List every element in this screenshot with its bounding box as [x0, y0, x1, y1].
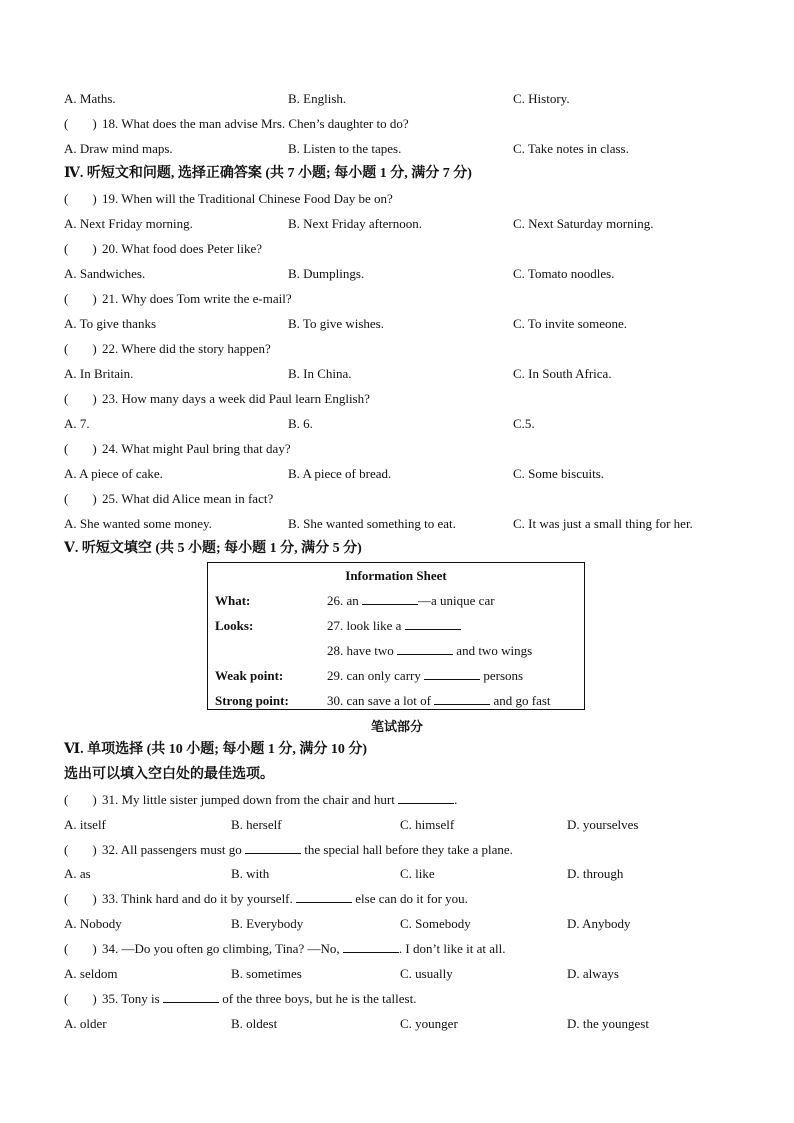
section-6-heading: Ⅵ. 单项选择 (共 10 小题; 每小题 1 分, 满分 10 分) [64, 742, 368, 757]
option-c: C. younger [400, 1016, 458, 1031]
item-28: 28. have two and two wings [327, 643, 533, 658]
option-a: A. To give thanks [64, 316, 157, 331]
question-35: ( ) 35. Tony is of the three boys, but he is the tallest. [64, 991, 417, 1006]
question-24: ( ) 24. What might Paul bring that day? [64, 441, 291, 456]
option-a: A. 7. [64, 416, 90, 431]
option-b: B. Everybody [231, 916, 304, 931]
question-31: ( ) 31. My little sister jumped down from the chair and hurt . [64, 792, 458, 807]
option-a: A. older [64, 1016, 107, 1031]
question-33: ( ) 33. Think hard and do it by yourself. else can do it for you. [64, 891, 468, 906]
option-c: C. Tomato noodles. [513, 266, 615, 281]
question-19: ( ) 19. When will the Traditional Chinese Food Day be on? [64, 191, 393, 206]
option-a: A. as [64, 866, 91, 881]
option-b: B. Dumplings. [288, 266, 365, 281]
option-c: C. usually [400, 966, 453, 981]
option-a: A. Nobody [64, 916, 122, 931]
option-c: C. In South Africa. [513, 366, 612, 381]
option-b: B. herself [231, 817, 282, 832]
weak-point-label: Weak point: [215, 668, 284, 683]
option-c: C. History. [513, 91, 570, 106]
option-c: C.5. [513, 416, 535, 431]
option-a: A. Maths. [64, 91, 116, 106]
item-30: 30. can save a lot of and go fast [327, 693, 551, 708]
option-c: C. himself [400, 817, 455, 832]
option-b: B. Listen to the tapes. [288, 141, 402, 156]
section-6-instruction: 选出可以填入空白处的最佳选项。 [64, 767, 274, 782]
option-a: A. Draw mind maps. [64, 141, 173, 156]
question-20: ( ) 20. What food does Peter like? [64, 241, 263, 256]
option-a: A. itself [64, 817, 106, 832]
option-a: A. A piece of cake. [64, 466, 163, 481]
option-d: D. yourselves [567, 817, 639, 832]
question-34: ( ) 34. —Do you often go climbing, Tina? —No, . I don’t like it at all. [64, 941, 506, 956]
option-d: D. Anybody [567, 916, 631, 931]
option-b: B. English. [288, 91, 347, 106]
item-29: 29. can only carry persons [327, 668, 524, 683]
looks-label: Looks: [215, 618, 254, 633]
option-c: C. It was just a small thing for her. [513, 516, 693, 531]
option-c: C. like [400, 866, 435, 881]
option-d: D. through [567, 866, 624, 881]
question-18: ( ) 18. What does the man advise Mrs. Chen’s daughter to do? [64, 116, 409, 131]
written-part-heading: 笔试部分 [370, 719, 423, 734]
option-d: D. the youngest [567, 1016, 649, 1031]
option-d: D. always [567, 966, 619, 981]
option-a: A. Next Friday morning. [64, 216, 193, 231]
question-25: ( ) 25. What did Alice mean in fact? [64, 491, 274, 506]
option-c: C. Take notes in class. [513, 141, 629, 156]
item-26: 26. an —a unique car [327, 593, 495, 608]
section-5-heading: Ⅴ. 听短文填空 (共 5 小题; 每小题 1 分, 满分 5 分) [64, 541, 362, 556]
information-sheet-title: Information Sheet [345, 568, 447, 583]
question-23: ( ) 23. How many days a week did Paul learn English? [64, 391, 370, 406]
question-32: ( ) 32. All passengers must go the special hall before they take a plane. [64, 842, 513, 857]
option-b: B. In China. [288, 366, 352, 381]
option-b: B. with [231, 866, 270, 881]
option-c: C. To invite someone. [513, 316, 628, 331]
what-label: What: [215, 593, 251, 608]
option-b: B. Next Friday afternoon. [288, 216, 422, 231]
option-a: A. Sandwiches. [64, 266, 146, 281]
information-sheet-table [207, 562, 585, 710]
option-b: B. oldest [231, 1016, 278, 1031]
question-21: ( ) 21. Why does Tom write the e-mail? [64, 291, 292, 306]
section-4-heading: Ⅳ. 听短文和问题, 选择正确答案 (共 7 小题; 每小题 1 分, 满分 7 分) [64, 166, 472, 181]
option-b: B. A piece of bread. [288, 466, 392, 481]
option-a: A. In Britain. [64, 366, 134, 381]
option-a: A. seldom [64, 966, 118, 981]
item-27: 27. look like a [327, 618, 461, 634]
option-b: B. 6. [288, 416, 313, 431]
option-b: B. She wanted something to eat. [288, 516, 456, 531]
option-c: C. Next Saturday morning. [513, 216, 654, 231]
option-b: B. sometimes [231, 966, 302, 981]
strong-point-label: Strong point: [215, 693, 289, 708]
question-22: ( ) 22. Where did the story happen? [64, 341, 271, 356]
option-c: C. Some biscuits. [513, 466, 605, 481]
option-a: A. She wanted some money. [64, 516, 212, 531]
option-c: C. Somebody [400, 916, 471, 931]
option-b: B. To give wishes. [288, 316, 384, 331]
